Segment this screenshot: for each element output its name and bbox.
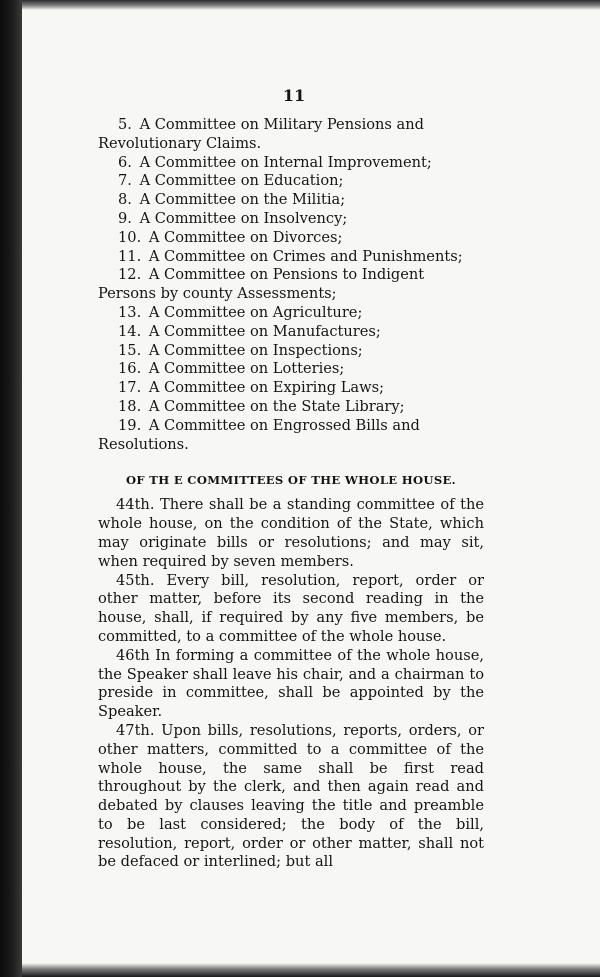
rules-section xyxy=(98,496,484,872)
list-item xyxy=(98,379,484,398)
list-item xyxy=(98,398,484,417)
item-number: 14. xyxy=(118,322,142,340)
rule-label: 47th. xyxy=(116,721,155,739)
rule-text: There shall be a standing committee of the whole house, on the condition of the State, which may originate bills or resolutions; and may sit, when required by seven members. xyxy=(98,496,485,570)
item-number: 16. xyxy=(118,360,142,378)
item-text: A Committee on Military Pensions and Revolutionary Claims. xyxy=(98,116,424,152)
item-text: A Committee on Divorces; xyxy=(148,228,343,246)
item-number: 13. xyxy=(118,303,142,321)
item-number: 5. xyxy=(118,116,132,133)
list-item xyxy=(98,191,484,210)
item-text: A Committee on Lotteries; xyxy=(148,360,345,378)
list-item xyxy=(98,342,484,361)
item-number: 19. xyxy=(118,416,142,434)
item-number: 10. xyxy=(118,228,142,246)
list-item xyxy=(98,210,484,229)
committee-list xyxy=(98,116,484,454)
item-text: A Committee on Agriculture; xyxy=(148,303,363,321)
item-number: 8. xyxy=(118,191,132,209)
item-number: 17. xyxy=(118,379,142,397)
list-item xyxy=(98,229,484,248)
list-item xyxy=(98,172,484,191)
rule-paragraph xyxy=(98,722,484,872)
top-edge-shadow xyxy=(22,0,600,10)
list-item xyxy=(98,304,484,323)
item-text: A Committee on Inspections; xyxy=(148,341,363,359)
list-item xyxy=(98,417,484,455)
page-text xyxy=(98,86,484,872)
list-item xyxy=(98,248,484,267)
item-text: A Committee on Pensions to Indigent Persons by county Assessments; xyxy=(98,266,425,303)
item-number: 15. xyxy=(118,341,142,359)
rule-label: 44th. xyxy=(116,496,155,514)
item-number: 12. xyxy=(118,266,142,284)
item-number: 9. xyxy=(118,209,132,227)
list-item xyxy=(98,154,484,173)
item-text: A Committee on Internal Improvement; xyxy=(139,153,432,171)
item-number: 6. xyxy=(118,153,132,171)
item-text: A Committee on the Militia; xyxy=(139,191,346,209)
item-number: 18. xyxy=(118,397,142,415)
rule-text: In forming a committee of the whole house, the Speaker shall leave his chair, and a chairman to preside in committee, shall be appointed by the Speaker. xyxy=(98,646,484,721)
section-heading: OF TH E COMMITTEES OF THE WHOLE HOUSE. xyxy=(126,473,456,488)
item-text: A Committee on Expiring Laws; xyxy=(148,379,385,397)
rule-paragraph xyxy=(98,496,484,571)
rule-label: 46th xyxy=(116,646,150,664)
bottom-edge-shadow xyxy=(22,963,600,977)
rule-paragraph xyxy=(98,647,484,722)
item-text: A Committee on Manufactures; xyxy=(148,322,381,340)
item-text: A Committee on Crimes and Punishments; xyxy=(148,247,463,265)
list-item xyxy=(98,266,484,304)
list-item xyxy=(98,323,484,342)
list-item xyxy=(98,360,484,379)
rule-text: Upon bills, resolutions, reports, orders, or other matters, committed to a committee of the whole house, the same shall be first read throughout by the clerk, and then again read and debated by clauses leaving the title and preamble to be last considered; the body of the bill, resolution, report, order or other matter, shall not be defaced or interlined; but all xyxy=(98,721,484,871)
page-number: 11 xyxy=(282,86,306,105)
item-text: A Committee on Education; xyxy=(139,172,344,190)
item-text: A Committee on Engrossed Bills and Resolutions. xyxy=(98,416,420,453)
list-item xyxy=(98,116,484,154)
rule-label: 45th. xyxy=(116,571,155,589)
item-text: A Committee on Insolvency; xyxy=(139,209,348,227)
item-number: 7. xyxy=(118,172,132,190)
binding-shadow xyxy=(0,0,22,977)
rule-text: Every bill, resolution, report, order or other matter, before its second reading in the house, shall, if required by any five members, be committed, to a committee of the whole house. xyxy=(98,571,484,645)
rule-paragraph xyxy=(98,572,484,647)
item-number: 11. xyxy=(118,247,142,265)
item-text: A Committee on the State Library; xyxy=(148,397,405,415)
